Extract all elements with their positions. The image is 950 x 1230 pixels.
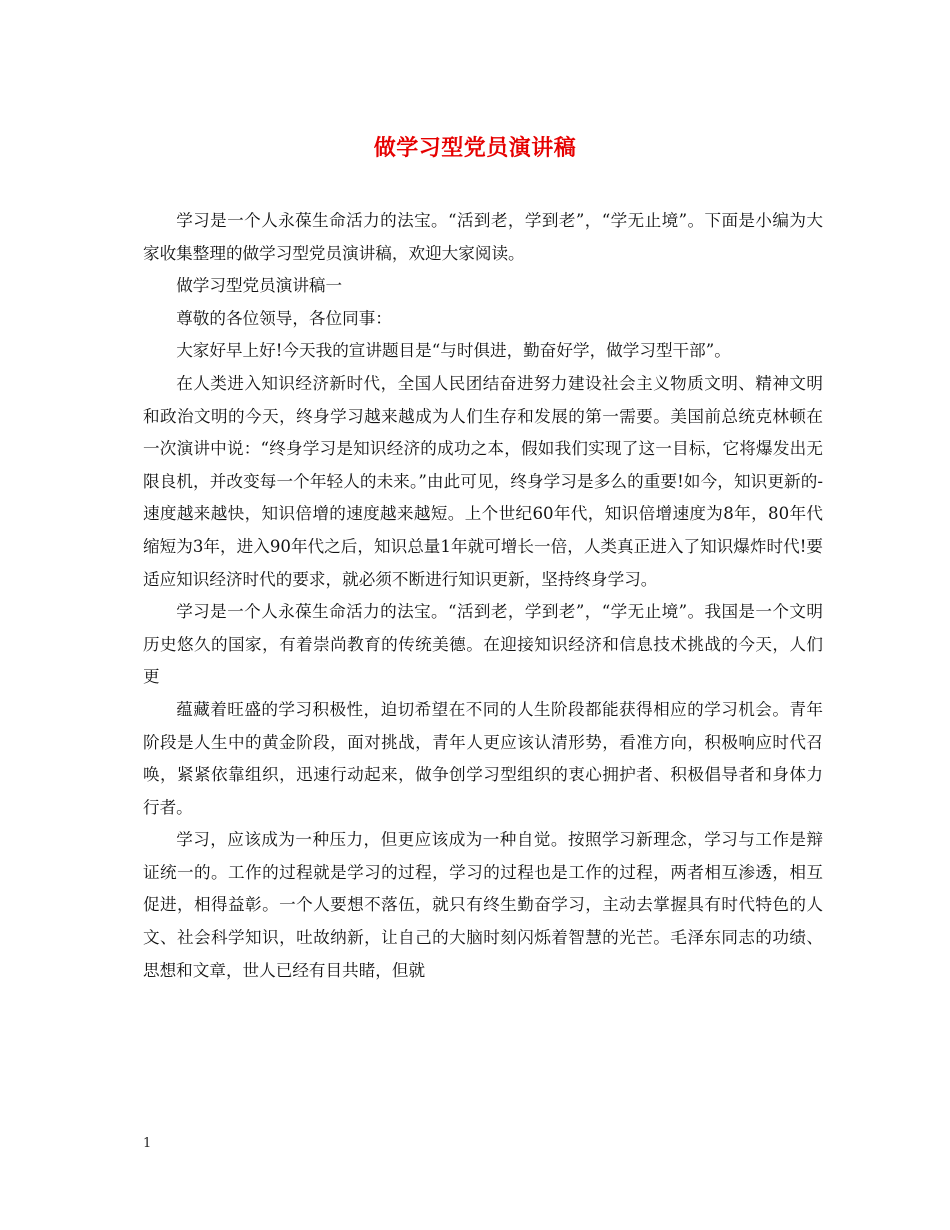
paragraph-salutation: 尊敬的各位领导，各位同事： (176, 308, 392, 328)
paragraph-greeting: 大家好早上好!今天我的宣讲题目是“与时俱进，勤奋好学，做学习型干部”。 (176, 341, 731, 361)
document-body (143, 205, 823, 987)
paragraph-body: 学习是一个人永葆生命活力的法宝。“活到老，学到老”，“学无止境”。我国是一个文明历史悠久的国家，有着崇尚教育的传统美德。在迎接知识经济和信息技术挑战的今天，人们更 (143, 602, 823, 687)
page-number: 1 (143, 1136, 152, 1151)
paragraph-body: 在人类进入知识经济新时代，全国人民团结奋进努力建设社会主义物质文明、精神文明和政治文明的今天，终身学习越来越成为人们生存和发展的第一需要。美国前总统克林顿在一次演讲中说：“终身学习是知识经济的成功之本，假如我们实现了这一目标，它将爆发出无限良机，并改变每一个年轻人的未来。”由此可见，终身学习是多么的重要!如今，知识更新的- 速度越来越快，知识倍增的速度越来越短。上个世纪60年代，知识倍增速度为8年，80年代缩短为3年，进入90年代之后，知识总量1年就可增长一倍，人类真正进入了知识爆炸时代!要适应知识经济时代的要求，就必须不断进行知识更新，坚持终身学习。 (143, 373, 823, 589)
document-title: 做学习型党员演讲稿 (373, 135, 577, 161)
paragraph-body: 学习，应该成为一种压力，但更应该成为一种自觉。按照学习新理念，学习与工作是辩证统一的。工作的过程就是学习的过程，学习的过程也是工作的过程，两者相互渗透，相互促进，相得益彰。一个人要想不落伍，就只有终生勤奋学习，主动去掌握具有时代特色的人文、社会科学知识，吐故纳新，让自己的大脑时刻闪烁着智慧的光芒。毛泽东同志的功绩、思想和文章，世人已经有目共睹，但就 (143, 830, 823, 980)
paragraph-body: 蕴藏着旺盛的学习积极性，迫切希望在不同的人生阶段都能获得相应的学习机会。青年阶段是人生中的黄金阶段，面对挑战，青年人更应该认清形势，看准方向，积极响应时代召唤，紧紧依靠组织，迅速行动起来，做争创学习型组织的衷心拥护者、积极倡导者和身体力行者。 (143, 699, 823, 817)
paragraph-section-heading: 做学习型党员演讲稿一 (176, 276, 343, 296)
paragraph-intro: 学习是一个人永葆生命活力的法宝。“活到老，学到老”，“学无止境”。下面是小编为大家收集整理的做学习型党员演讲稿，欢迎大家阅读。 (143, 211, 823, 263)
